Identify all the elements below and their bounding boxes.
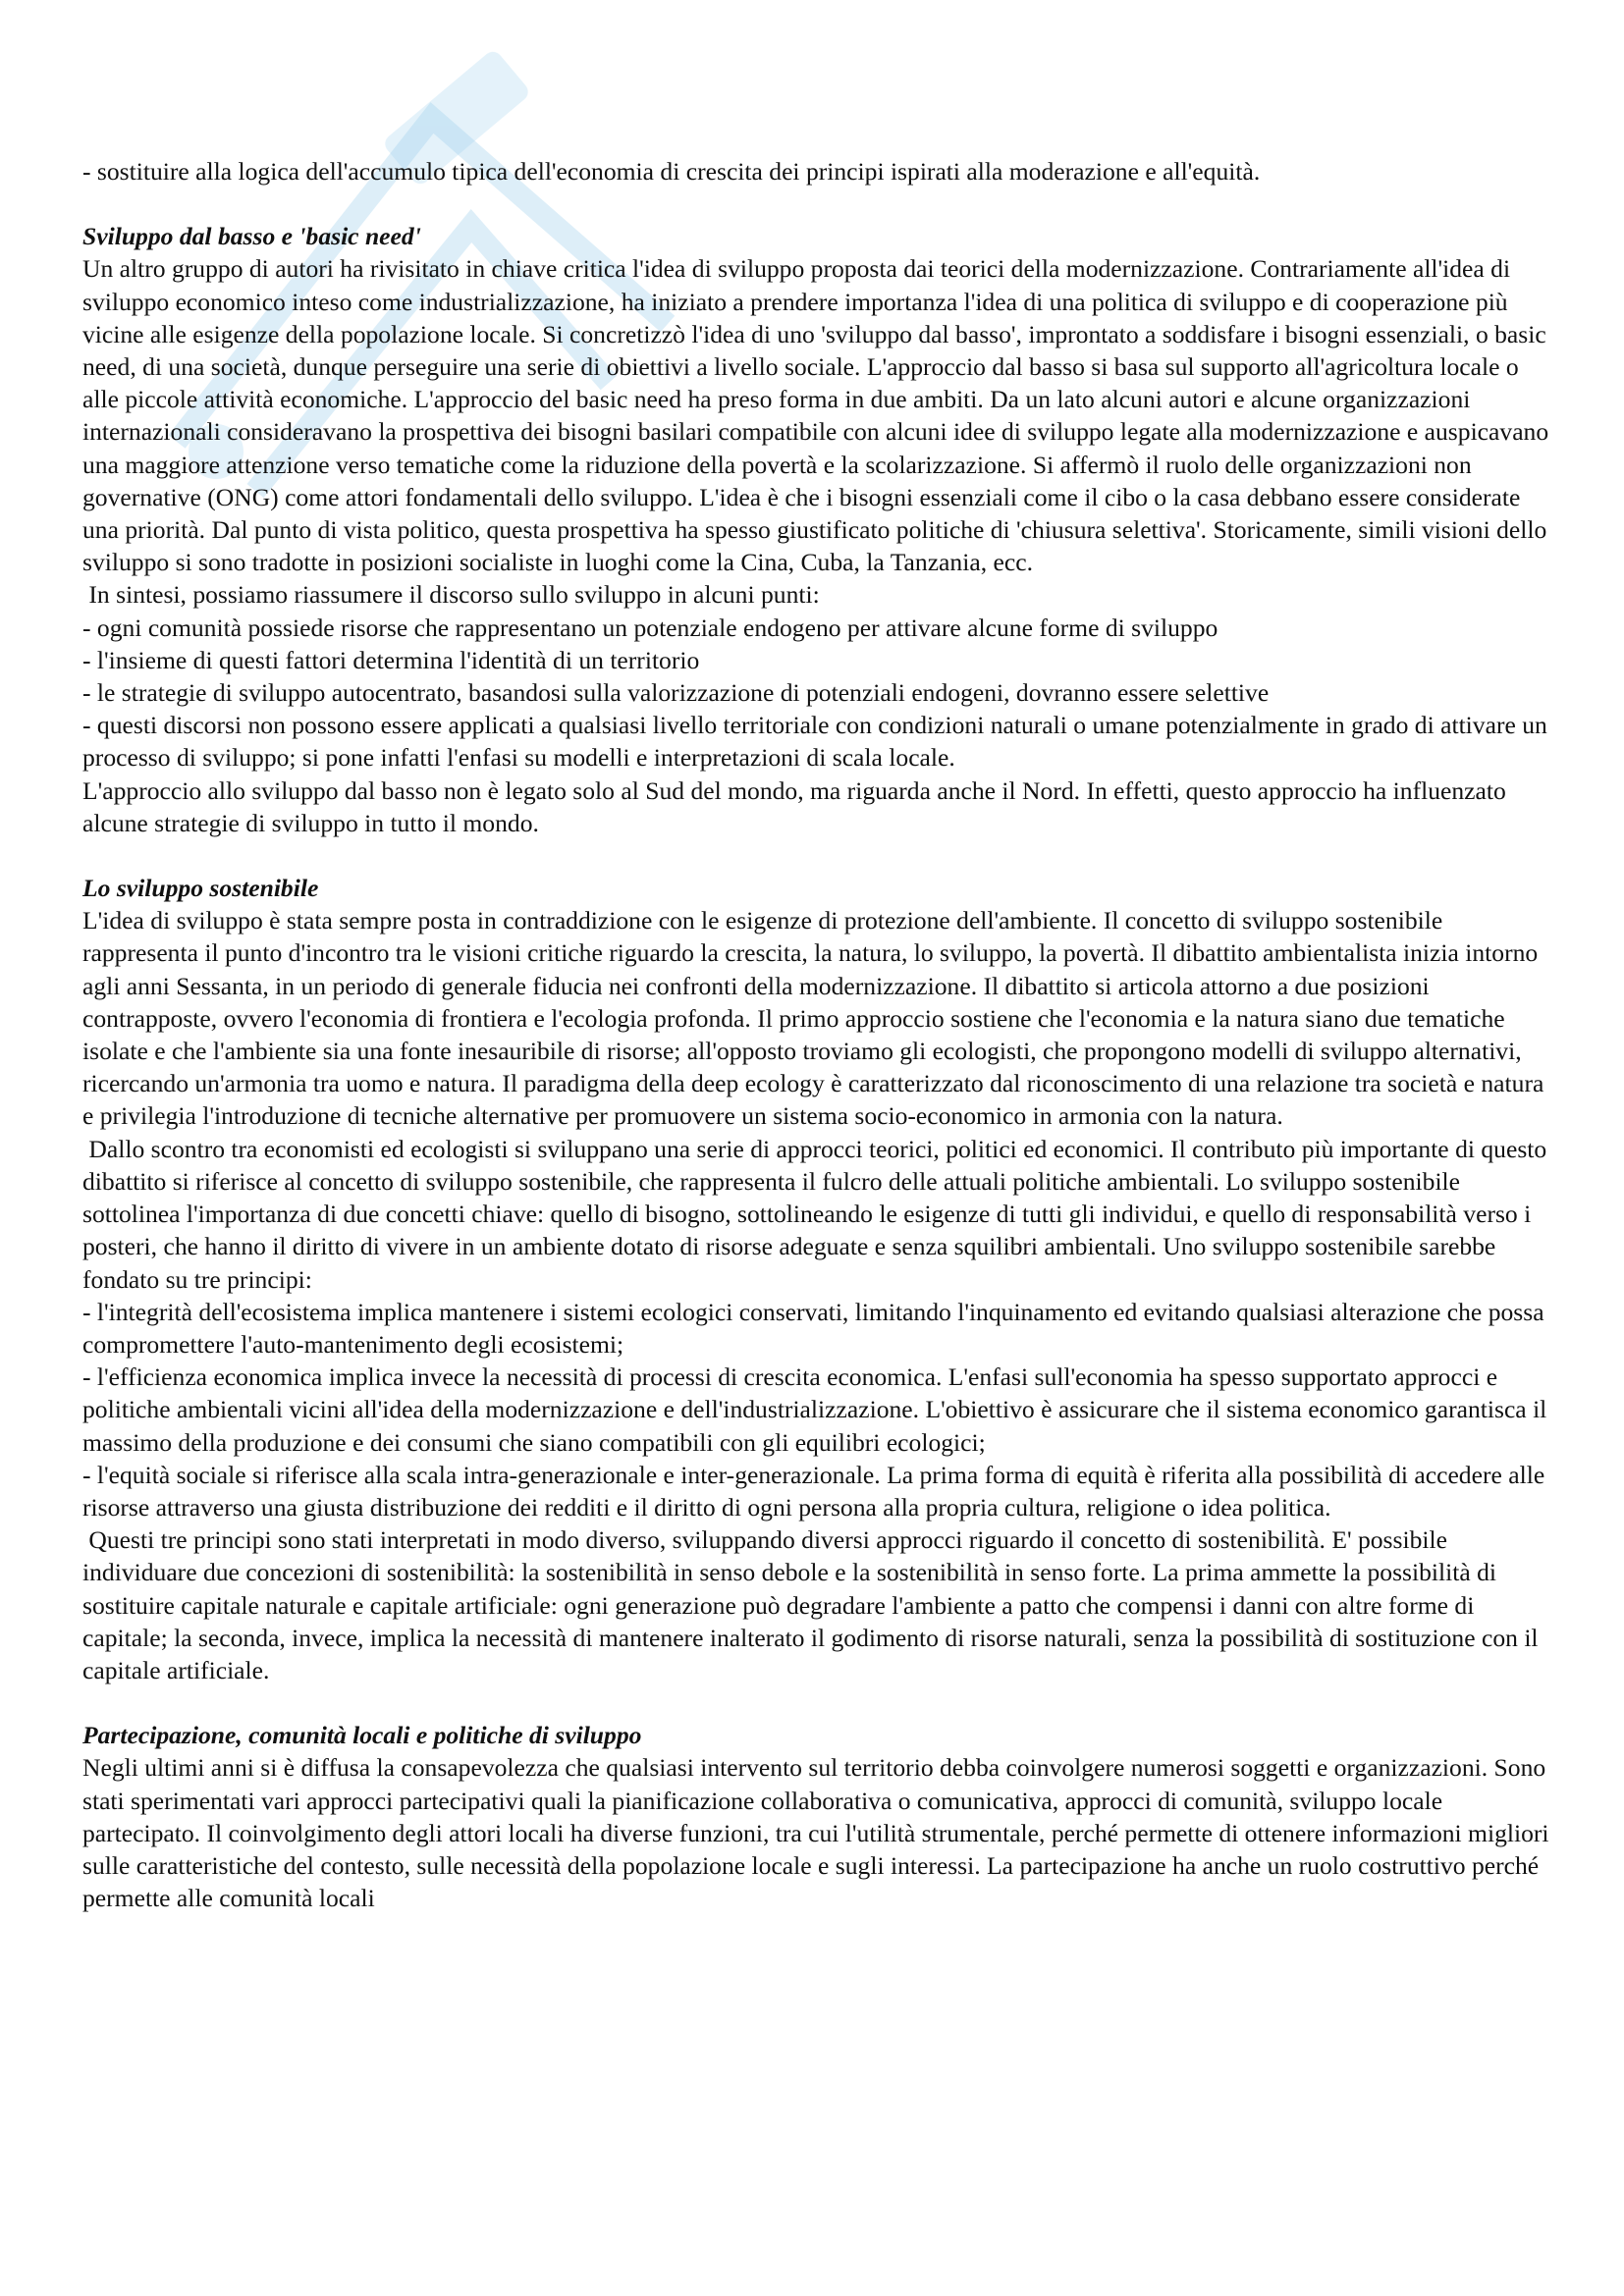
paragraph: - l'equità sociale si riferisce alla scala intra-generazionale e inter-generazionale. La prima forma di equità è riferita alla possibilità di accedere alle risorse attraverso una giusta distribuzione dei redditi e il diritto di ogni persona alla propria cultura, religione o idea politica. (82, 1460, 1551, 1522)
paragraph: Negli ultimi anni si è diffusa la consapevolezza che qualsiasi intervento sul territorio debba coinvolgere numerosi soggetti e organizzazioni. Sono stati sperimentati vari approcci partecipativi quali la pianificazione collaborativa o comunicativa, approcci di comunità, sviluppo locale partecipato. Il coinvolgimento degli attori locali ha diverse funzioni, tra cui l'utilità strumentale, perché permette di ottenere informazioni migliori sulle caratteristiche del contesto, sulle necessità della popolazione locale e sugli interessi. La partecipazione ha anche un ruolo costruttivo perché permette alle comunità locali (82, 1753, 1555, 1913)
section-heading: Partecipazione, comunità locali e politiche di sviluppo (82, 1721, 642, 1750)
paragraph: In sintesi, possiamo riassumere il discorso sullo sviluppo in alcuni punti: (82, 580, 820, 610)
paragraph: - l'integrità dell'ecosistema implica mantenere i sistemi ecologici conservati, limitando l'inquinamento ed evitando qualsiasi alterazione che possa compromettere l'auto-mantenimento degli ecosistemi; (82, 1297, 1550, 1359)
document-page (82, 155, 1555, 1914)
paragraph: Dallo scontro tra economisti ed ecologisti si sviluppano una serie di approcci teorici, politici ed economici. Il contributo più importante di questo dibattito si riferisce al concetto di sviluppo sostenibile, che rappresenta il fulcro delle attuali politiche ambientali. Lo sviluppo sostenibile sottolinea l'importanza di due concetti chiave: quello di bisogno, sottolineando le esigenze di tutti gli individui, e quello di responsabilità verso i posteri, che hanno il diritto di vivere in un ambiente dotato di risorse adeguate e senza squilibri ambientali. Uno sviluppo sostenibile sarebbe fondato su tre principi: (82, 1134, 1553, 1294)
paragraph: - sostituire alla logica dell'accumulo tipica dell'economia di crescita dei principi ispirati alla moderazione e all'equità. (82, 157, 1261, 186)
paragraph: Questi tre principi sono stati interpretati in modo diverso, sviluppando diversi approcci riguardo il concetto di sostenibilità. E' possibile individuare due concezioni di sostenibilità: la sostenibilità in senso debole e la sostenibilità in senso forte. La prima ammette la possibilità di sostituire capitale naturale e capitale artificiale: ogni generazione può degradare l'ambiente a patto che compensi i danni con altre forme di capitale; la seconda, invece, implica la necessità di mantenere inalterato il godimento di risorse naturali, senza la possibilità di sostituzione con il capitale artificiale. (82, 1525, 1544, 1684)
paragraph: - ogni comunità possiede risorse che rappresentano un potenziale endogeno per attivare alcune forme di sviluppo (82, 613, 1218, 642)
paragraph: - le strategie di sviluppo autocentrato, basandosi sulla valorizzazione di potenziali endogeni, dovranno essere selettive (82, 678, 1270, 708)
section-heading: Lo sviluppo sostenibile (82, 874, 319, 903)
section-heading: Sviluppo dal basso e 'basic need' (82, 222, 421, 251)
paragraph: L'idea di sviluppo è stata sempre posta in contraddizione con le esigenze di protezione dell'ambiente. Il concetto di sviluppo sostenibile rappresenta il punto d'incontro tra le visioni critiche riguardo la crescita, la natura, lo sviluppo, la povertà. Il dibattito ambientalista inizia intorno agli anni Sessanta, in un periodo di generale fiducia nei confronti della modernizzazione. Il dibattito si articola attorno a due posizioni contrapposte, ovvero l'economia di frontiera e l'ecologia profonda. Il primo approccio sostiene che l'economia e la natura siano due tematiche isolate e che l'ambiente sia una fonte inesauribile di risorse; all'opposto troviamo gli ecologisti, che propongono modelli di sviluppo alternativi, ricercando un'armonia tra uomo e natura. Il paradigma della deep ecology è caratterizzato dal riconoscimento di una relazione tra società e natura e privilegia l'introduzione di tecniche alternative per promuovere un sistema socio-economico in armonia con la natura. (82, 906, 1550, 1131)
paragraph: L'approccio allo sviluppo dal basso non è legato solo al Sud del mondo, ma riguarda anche il Nord. In effetti, questo approccio ha influenzato alcune strategie di sviluppo in tutto il mondo. (82, 775, 1513, 837)
paragraph: - l'insieme di questi fattori determina l'identità di un territorio (82, 645, 700, 674)
paragraph: - questi discorsi non possono essere applicati a qualsiasi livello territoriale con condizioni naturali o umane potenzialmente in grado di attivare un processo di sviluppo; si pone infatti l'enfasi su modelli e interpretazioni di scala locale. (82, 711, 1554, 773)
paragraph: - l'efficienza economica implica invece la necessità di processi di crescita economica. L'enfasi sull'economia ha spesso supportato approcci e politiche ambientali vicini all'idea della modernizzazione e dell'industrializzazione. L'obiettivo è assicurare che il sistema economico garantisca il massimo della produzione e dei consumi che siano compatibili con gli equilibri ecologici; (82, 1362, 1553, 1457)
paragraph: Un altro gruppo di autori ha rivisitato in chiave critica l'idea di sviluppo proposta dai teorici della modernizzazione. Contrariamente all'idea di sviluppo economico inteso come industrializzazione, ha iniziato a prendere importanza l'idea di una politica di sviluppo e di cooperazione più vicine alle esigenze della popolazione locale. Si concretizzò l'idea di uno 'sviluppo dal basso', improntato a soddisfare i bisogni essenziali, o basic need, di una società, dunque perseguire una serie di obiettivi a livello sociale. L'approccio dal basso si basa sul supporto all'agricoltura locale o alle piccole attività economiche. L'approccio del basic need ha preso forma in due ambiti. Da un lato alcuni autori e alcune organizzazioni internazionali consideravano la prospettiva dei bisogni basilari compatibile con alcuni idee di sviluppo legate alla modernizzazione e auspicavano una maggiore attenzione verso tematiche come la riduzione della povertà e la scolarizzazione. Si affermò il ruolo delle organizzazioni non governative (ONG) come attori fondamentali dello sviluppo. L'idea è che i bisogni essenziali come il cibo o la casa debbano essere considerate una priorità. Dal punto di vista politico, questa prospettiva ha spesso giustificato politiche di 'chiusura selettiva'. Storicamente, simili visioni dello sviluppo si sono tradotte in posizioni socialiste in luoghi come la Cina, Cuba, la Tanzania, ecc. (82, 254, 1555, 577)
